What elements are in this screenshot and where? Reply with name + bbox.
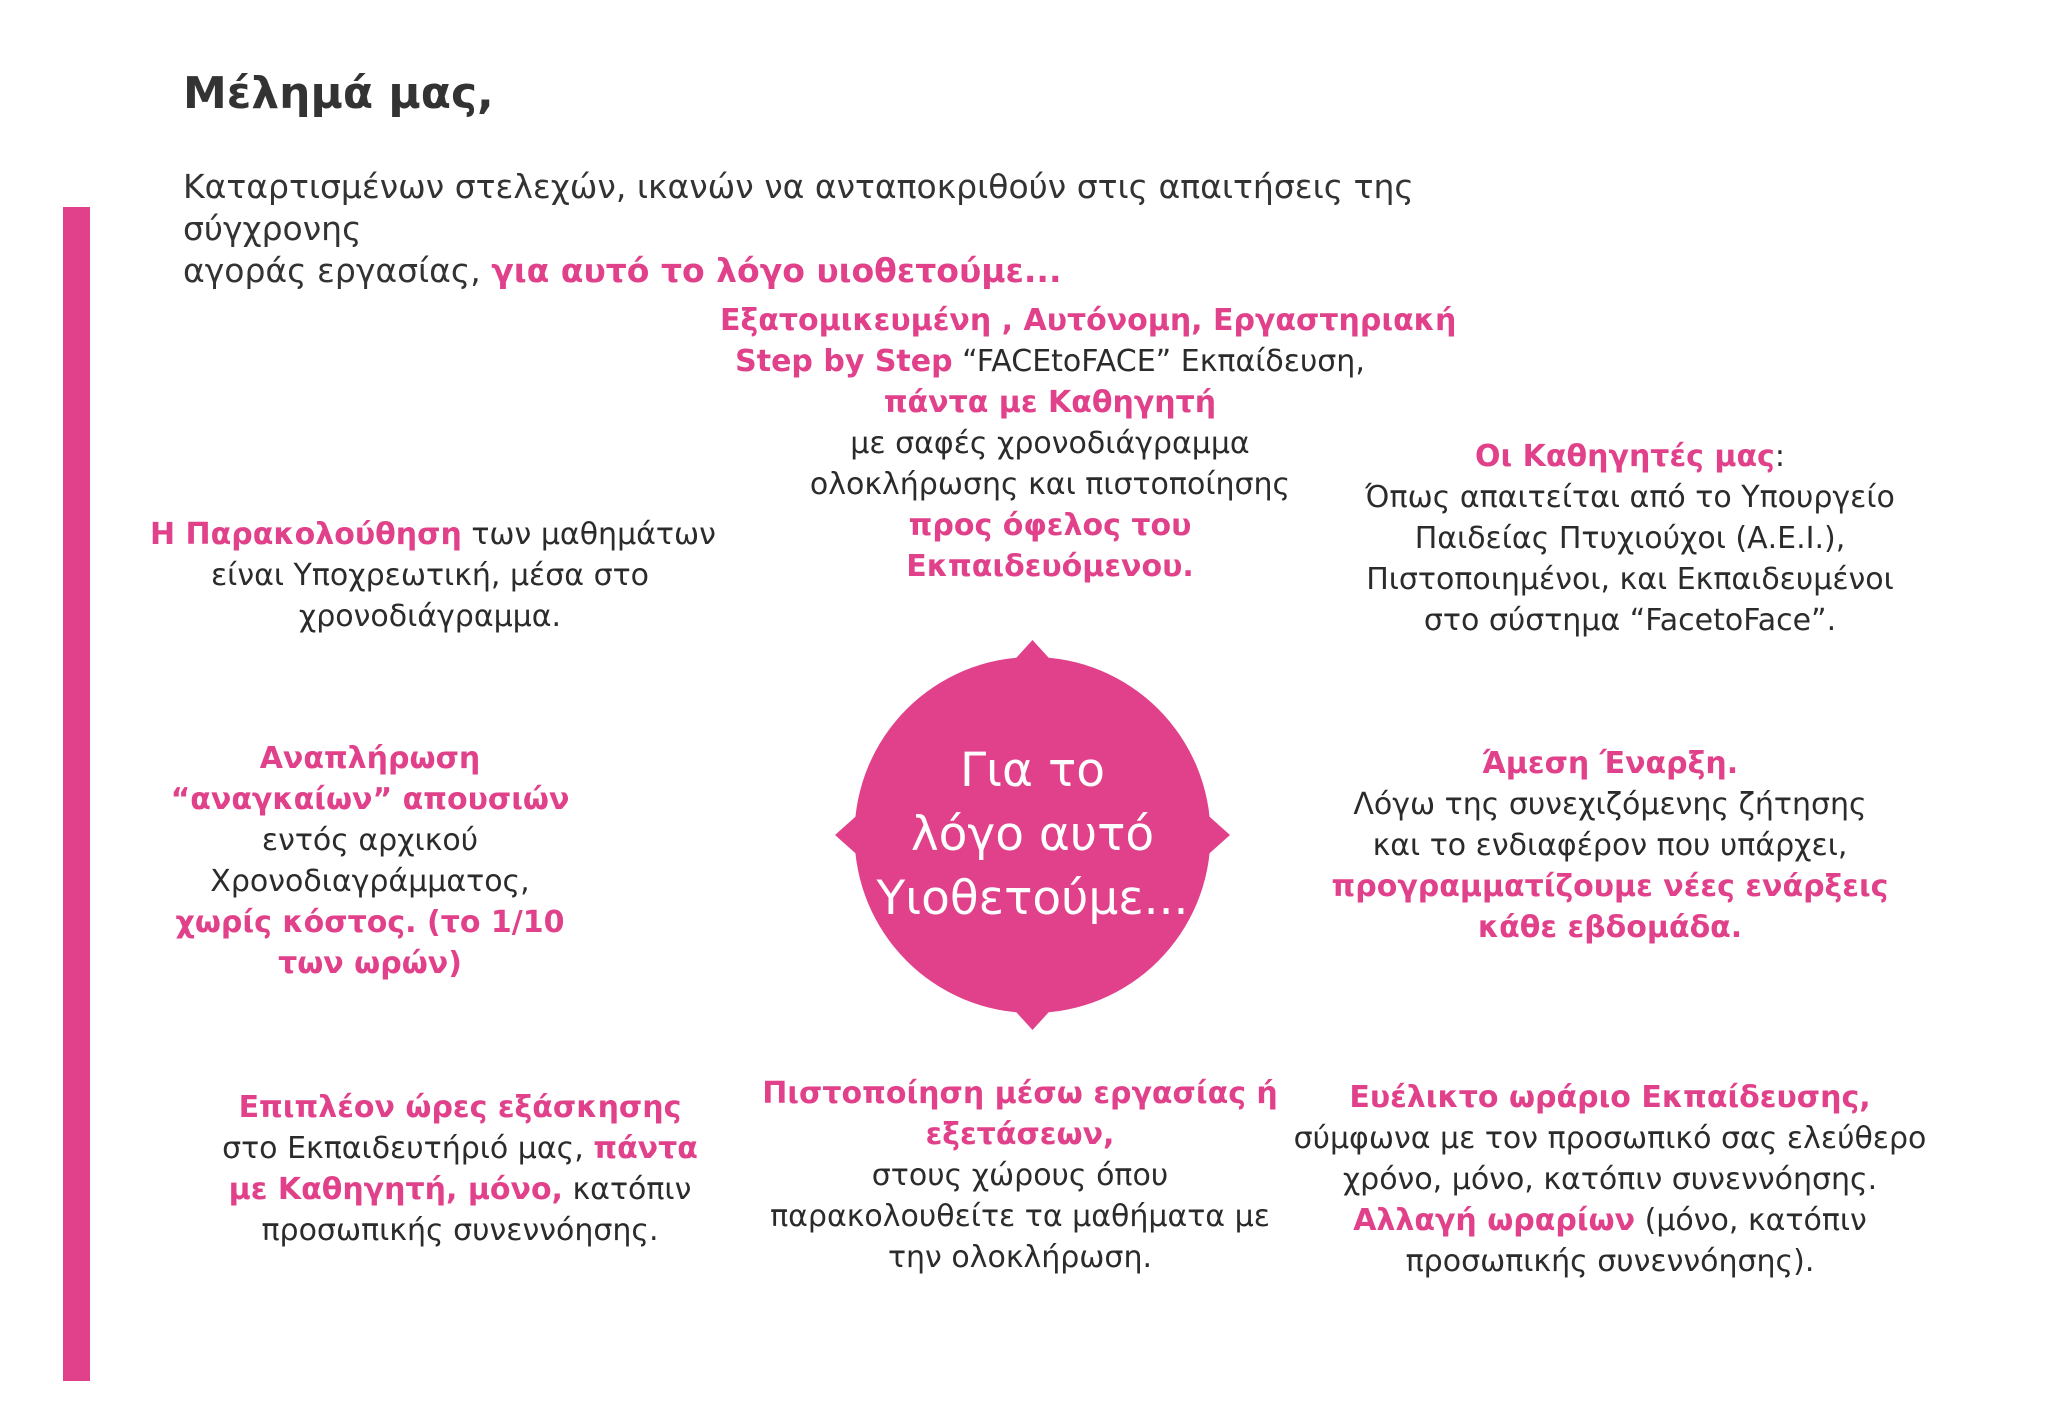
block-line: Λόγω της συνεχιζόμενης ζήτησης bbox=[1353, 787, 1867, 822]
block-line: στους χώρους όπου bbox=[871, 1158, 1169, 1193]
block-text: κατόπιν bbox=[562, 1172, 692, 1207]
block-line: Αναπλήρωση bbox=[259, 741, 481, 776]
left-accent-bar bbox=[63, 207, 90, 1381]
page-title: Μέλημά μας, bbox=[183, 68, 494, 119]
block-text: των μαθημάτων bbox=[461, 517, 716, 552]
block-highlight: Step by Step bbox=[735, 344, 953, 379]
intro-line-2: αγοράς εργασίας, bbox=[183, 251, 492, 290]
block-line: και το ενδιαφέρον που υπάρχει, bbox=[1372, 828, 1848, 863]
block-line: χρόνο, μόνο, κατόπιν συνεννόησης. bbox=[1342, 1162, 1878, 1197]
block-line: Εξατομικευμένη , Αυτόνομη, Εργαστηριακή bbox=[720, 303, 1457, 338]
block-line: εντός αρχικού bbox=[261, 823, 479, 858]
block-line: “αναγκαίων” απουσιών bbox=[170, 782, 570, 817]
block-line: κάθε εβδομάδα. bbox=[1477, 910, 1743, 945]
block-line: προγραμματίζουμε νέες ενάρξεις bbox=[1331, 869, 1889, 904]
block-line: προσωπικής συνεννόησης. bbox=[261, 1213, 659, 1248]
center-badge-text bbox=[835, 640, 1230, 1030]
center-badge bbox=[835, 640, 1230, 1030]
block-highlight: Αλλαγή ωραρίων bbox=[1353, 1203, 1636, 1238]
block-line bbox=[150, 514, 716, 555]
block-line: Επιπλέον ώρες εξάσκησης bbox=[238, 1090, 682, 1125]
center-line: λόγο αυτό bbox=[910, 807, 1155, 862]
block-line: παρακολουθείτε τα μαθήματα με bbox=[770, 1199, 1270, 1234]
block-attendance bbox=[150, 514, 716, 637]
block-line: χωρίς κόστος. (το 1/10 bbox=[175, 905, 565, 940]
block-highlight: Οι Καθηγητές μας bbox=[1475, 439, 1775, 474]
block-line: την ολοκλήρωση. bbox=[887, 1240, 1152, 1275]
block-line bbox=[720, 341, 1380, 382]
block-highlight: με Καθηγητή, μόνο, bbox=[228, 1172, 563, 1207]
center-line: Για το bbox=[959, 743, 1106, 798]
block-line: στο σύστημα “FacetoFace”. bbox=[1423, 603, 1837, 638]
intro-highlight: για αυτό το λόγο υιοθετούμε... bbox=[491, 251, 1062, 290]
block-absence-makeup bbox=[130, 738, 610, 984]
block-line bbox=[1340, 436, 1920, 477]
intro-paragraph bbox=[183, 166, 1583, 292]
block-line bbox=[1270, 1200, 1950, 1241]
block-certification bbox=[740, 1073, 1300, 1278]
block-line: Πιστοποιημένοι, και Εκπαιδευμένοι bbox=[1366, 562, 1894, 597]
block-highlight: Η Παρακολούθηση bbox=[150, 517, 462, 552]
intro-line-1: Καταρτισμένων στελεχών, ικανών να ανταποκριθούν στις απαιτήσεις της σύγχρονης bbox=[183, 167, 1414, 248]
block-line: Παιδείας Πτυχιούχοι (Α.Ε.Ι.), bbox=[1414, 521, 1846, 556]
block-line: με σαφές χρονοδιάγραμμα bbox=[850, 426, 1250, 461]
block-line: Ευέλικτο ωράριο Εκπαίδευσης, bbox=[1349, 1080, 1871, 1115]
block-immediate-start bbox=[1320, 743, 1900, 948]
block-text: : bbox=[1774, 439, 1785, 474]
block-line: πάντα με Καθηγητή bbox=[883, 385, 1217, 420]
block-highlight: πάντα bbox=[593, 1131, 698, 1166]
block-line: Άμεση Έναρξη. bbox=[1481, 746, 1739, 781]
block-extra-practice bbox=[190, 1087, 730, 1251]
block-line: των ωρών) bbox=[278, 946, 462, 981]
block-line bbox=[190, 1128, 730, 1169]
block-line: Χρονοδιαγράμματος, bbox=[210, 864, 530, 899]
block-line: Εκπαιδευόμενου. bbox=[906, 549, 1194, 584]
block-line: προσωπικής συνεννόησης). bbox=[1405, 1244, 1815, 1279]
block-line: Όπως απαιτείται από το Υπουργείο bbox=[1365, 480, 1895, 515]
block-line: εξετάσεων, bbox=[925, 1117, 1115, 1152]
block-line bbox=[190, 1169, 730, 1210]
block-teachers bbox=[1340, 436, 1920, 641]
block-text: στο Εκπαιδευτήριό μας, bbox=[222, 1131, 594, 1166]
block-text: (μόνο, κατόπιν bbox=[1635, 1203, 1867, 1238]
block-line: Πιστοποίηση μέσω εργασίας ή bbox=[762, 1076, 1278, 1111]
block-individual-training bbox=[720, 300, 1457, 587]
block-line: χρονοδιάγραμμα. bbox=[298, 599, 562, 634]
block-line: είναι Υποχρεωτική, μέσα στο bbox=[210, 558, 650, 593]
block-line: σύμφωνα με τον προσωπικό σας ελεύθερο bbox=[1293, 1121, 1927, 1156]
center-line: Υιοθετούμε... bbox=[876, 871, 1189, 926]
block-line: προς όφελος του bbox=[908, 508, 1192, 543]
block-line: ολοκλήρωσης και πιστοποίησης bbox=[809, 467, 1291, 502]
block-flexible-schedule bbox=[1270, 1077, 1950, 1282]
block-text: “FACEtoFACE” Εκπαίδευση, bbox=[952, 344, 1365, 379]
